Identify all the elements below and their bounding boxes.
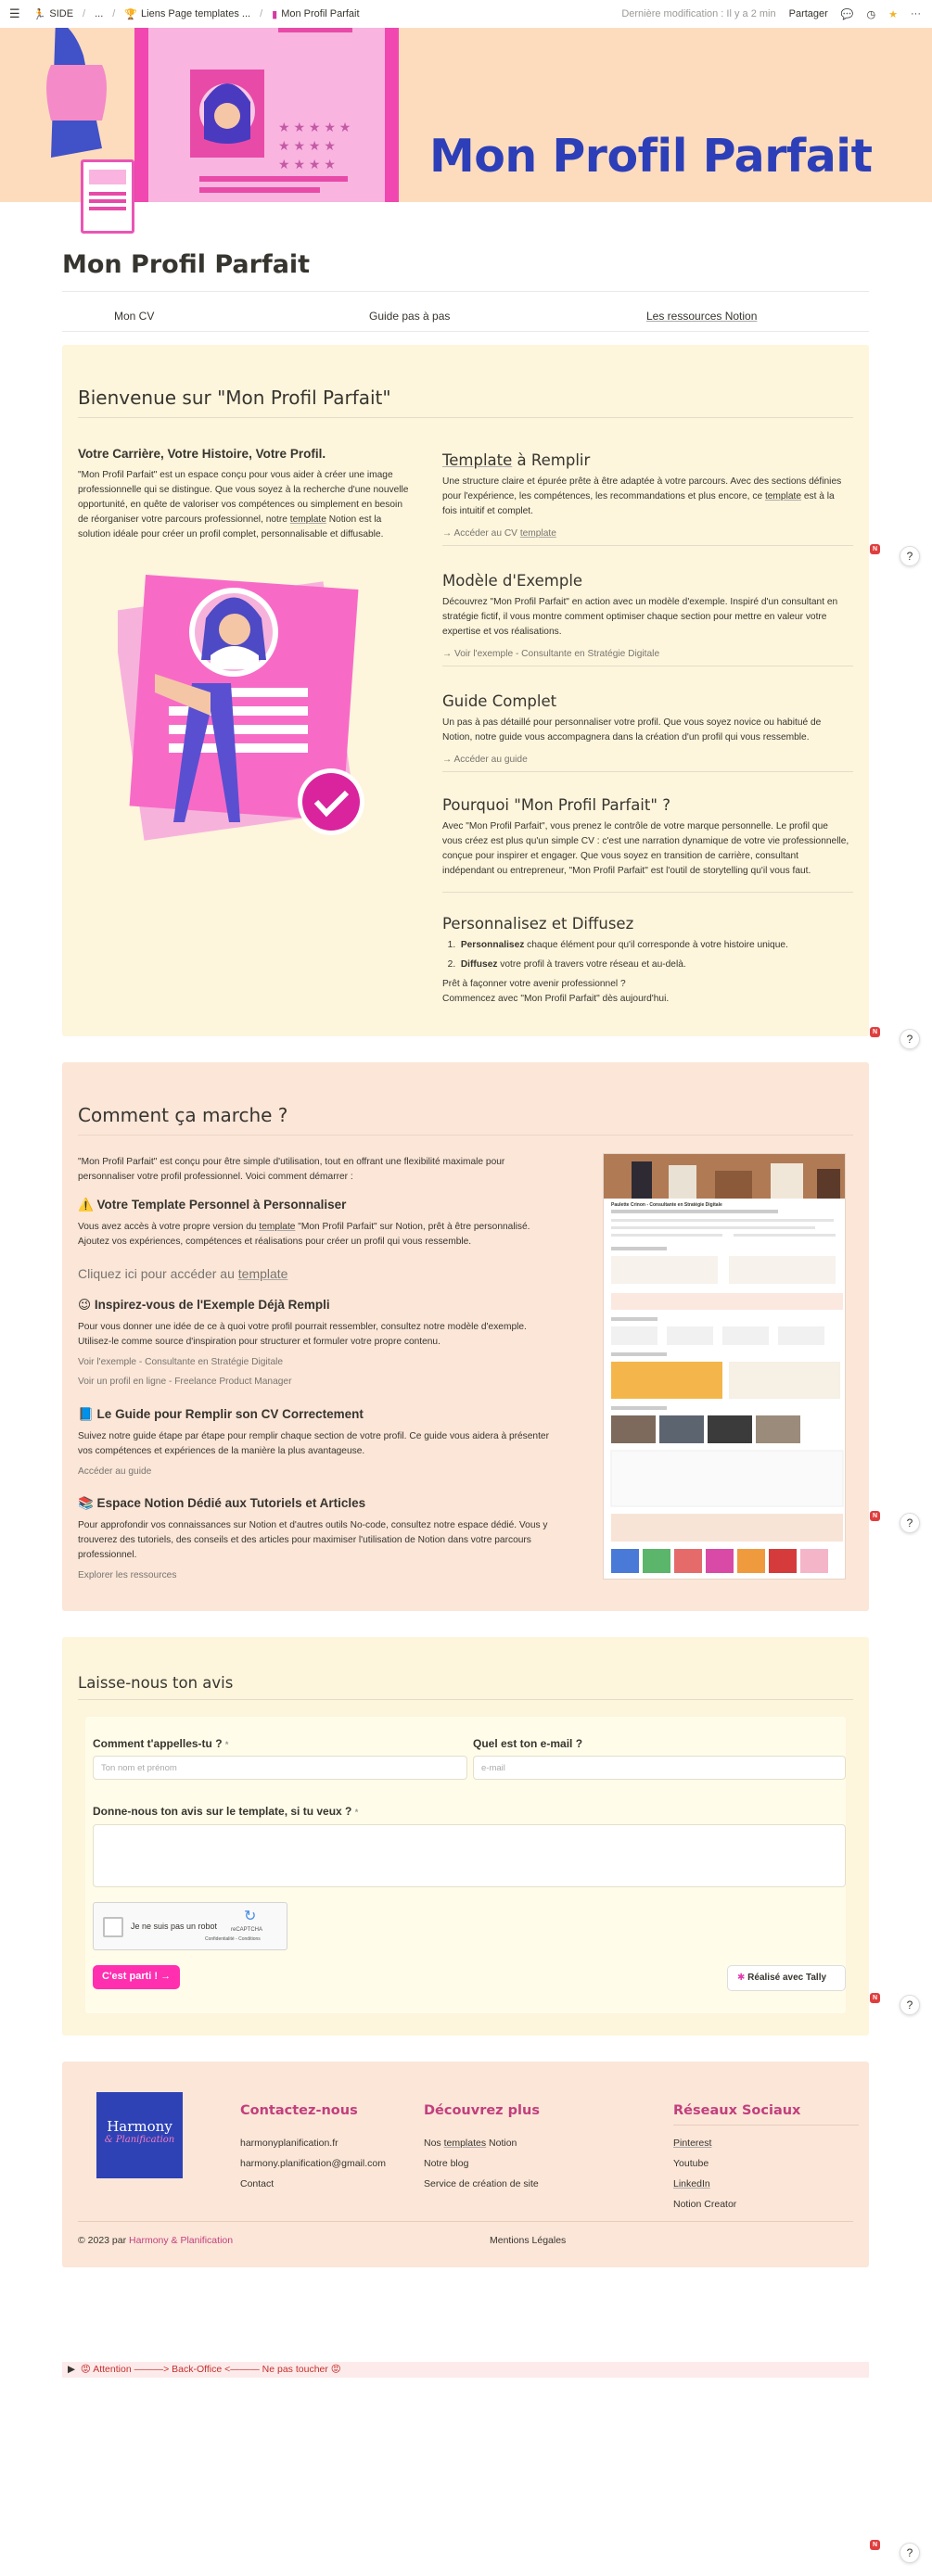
s1-template-link[interactable]: Template: [442, 451, 513, 469]
b3-title: 📘 Le Guide pour Remplir son CV Correctement: [78, 1407, 364, 1421]
s5-li1-text: chaque élément pour qu'il corresponde à votre histoire unique.: [524, 940, 788, 950]
b1-cta-link[interactable]: template: [237, 1266, 288, 1281]
b1-template-link[interactable]: template: [259, 1222, 296, 1232]
page-title: Mon Profil Parfait: [62, 250, 311, 279]
s5-li1-bold: Personnalisez: [460, 940, 525, 950]
footer-templates-link[interactable]: [424, 2138, 517, 2149]
email-label: Quel est ton e-mail ?: [473, 1737, 583, 1750]
footer-social-heading: Réseaux Sociaux: [673, 2103, 801, 2118]
svg-text:★ ★ ★ ★: ★ ★ ★ ★: [278, 157, 336, 171]
s3-paragraph: Un pas à pas détaillé pour personnaliser votre profil. Que vous soyez novice ou habitué de Notion, notre guide vous accompagnera dans la création d'un profil qui vous ressemble.: [442, 717, 822, 742]
footer-notion-creator-link[interactable]: Notion Creator: [673, 2199, 737, 2210]
history-icon[interactable]: ◷: [866, 8, 876, 20]
name-label: Comment t'appelles-tu ? *: [93, 1737, 229, 1750]
notification-badge: N: [870, 544, 880, 554]
s1-title-rest: à Remplir: [512, 451, 591, 469]
more-options-icon[interactable]: ···: [911, 8, 921, 19]
footer-blog-link[interactable]: Notre blog: [424, 2158, 469, 2169]
b1-title: ⚠️ Votre Template Personnel à Personnaliser: [78, 1198, 347, 1212]
footer-logo[interactable]: [96, 2092, 183, 2178]
footer-contact-link[interactable]: Contact: [240, 2178, 274, 2189]
help-icon[interactable]: ?: [900, 546, 920, 566]
menu-icon[interactable]: ☰: [9, 6, 20, 20]
footer-youtube-link[interactable]: Youtube: [673, 2158, 709, 2169]
svg-text:★ ★ ★ ★: ★ ★ ★ ★: [278, 138, 336, 153]
footer-pinterest-link[interactable]: Pinterest: [673, 2138, 712, 2149]
recaptcha-brand: reCAPTCHA: [231, 1927, 263, 1933]
recaptcha-widget: [93, 1902, 287, 1950]
nav-link-ressources[interactable]: Les ressources Notion: [646, 310, 758, 323]
s2-paragraph: Découvrez "Mon Profil Parfait" en action avec un modèle d'exemple. Inspiré d'un consultant en stratégie fictif, il vous montre comment optimiser chaque section pour mettre en valeur votre expertise et vos réalisations.: [442, 597, 838, 637]
back-office-toggle[interactable]: [62, 2362, 869, 2378]
b3-paragraph: Suivez notre guide étape par étape pour remplir chaque section de votre profil. Ce guide vous aidera à présenter vos compétences et expériences de la manière la plus avantageuse.: [78, 1431, 549, 1456]
templates-link[interactable]: templates: [443, 2138, 487, 2149]
breadcrumb-item-side[interactable]: SIDE: [49, 8, 74, 19]
cover-image: [0, 28, 932, 202]
s5-list-item-1: 1. Personnalisez chaque élément pour qu'il corresponde à votre histoire unique.: [442, 940, 788, 950]
arrow-right-icon: →: [160, 1971, 172, 1982]
b1-text-2: "Mon Profil Parfait" sur Notion, prêt à être personnalisé. Ajoutez vos expériences, compétences et réalisations pour créer un profil qui vous ressemble.: [78, 1222, 530, 1247]
b2-online-profile-link[interactable]: Voir un profil en ligne - Freelance Product Manager: [78, 1377, 292, 1387]
help-icon[interactable]: ?: [900, 1029, 920, 1049]
notification-badge: N: [870, 1511, 880, 1521]
s4-title: Pourquoi "Mon Profil Parfait" ?: [442, 796, 670, 814]
tally-form: [85, 1717, 846, 2013]
svg-text:★ ★ ★ ★ ★: ★ ★ ★ ★ ★: [278, 120, 351, 134]
how-intro: "Mon Profil Parfait" est conçu pour être simple d'utilisation, tout en offrant une flexibilité maximale pour personnaliser votre profil professionnel. Voici comment démarrer :: [78, 1157, 505, 1182]
logo-line-2: & Planification: [104, 2135, 175, 2145]
cover-title: Mon Profil Parfait: [429, 130, 873, 183]
page-icon-image[interactable]: [81, 159, 134, 234]
s2-title: Modèle d'Exemple: [442, 572, 583, 590]
b2-example-link[interactable]: Voir l'exemple - Consultante en Stratégie Digitale: [78, 1357, 284, 1367]
name-label-text: Comment t'appelles-tu ?: [93, 1737, 223, 1750]
b1-cta-text[interactable]: Cliquez ici pour accéder au: [78, 1266, 238, 1281]
feedback-heading: Laisse-nous ton avis: [78, 1674, 234, 1692]
submit-label: C'est parti !: [102, 1971, 159, 1982]
s1-text-1: Une structure claire et épurée prête à être adaptée à votre parcours. Avec des sections définies pour l'expérience, les compétences, les recommandations et plus encore, ce: [442, 476, 842, 501]
nav-link-guide[interactable]: Guide pas à pas: [369, 310, 451, 323]
opinion-textarea[interactable]: [93, 1824, 846, 1887]
side-icon: 🏃: [32, 8, 46, 20]
feedback-section: [62, 1637, 869, 2036]
b2-title: 😉 Inspirez-vous de l'Exemple Déjà Rempli: [78, 1298, 330, 1312]
s1-inline-template-link[interactable]: template: [764, 491, 802, 501]
s2-action-link[interactable]: → Voir l'exemple - Consultante en Stratégie Digitale: [442, 649, 660, 659]
breadcrumb-item-templates[interactable]: Liens Page templates ...: [141, 8, 251, 19]
last-edit-text: Dernière modification : Il y a 2 min: [621, 8, 776, 19]
footer-copyright: [78, 2235, 233, 2246]
intro-text-2: Notion est la solution idéale pour créer un profil complet, personnalisable et diffusable.: [78, 514, 384, 539]
b3-guide-link[interactable]: Accéder au guide: [78, 1466, 152, 1477]
help-icon[interactable]: ?: [900, 2543, 920, 2563]
opinion-label: Donne-nous ton avis sur le template, si tu veux ? *: [93, 1805, 359, 1818]
footer-section: [62, 2062, 869, 2267]
cv-preview-title: Paulette Crinon - Consultante en Stratégie Digitale: [611, 1202, 722, 1208]
b4-resources-link[interactable]: Explorer les ressources: [78, 1570, 177, 1580]
b1-cta[interactable]: [78, 1266, 287, 1281]
breadcrumb-item-ellipsis[interactable]: ...: [95, 8, 104, 19]
recaptcha-checkbox[interactable]: [103, 1917, 123, 1937]
s1-paragraph: [442, 475, 850, 519]
s3-title: Guide Complet: [442, 692, 557, 710]
b4-paragraph: Pour approfondir vos connaissances sur Notion et d'autres outils No-code, consultez notre espace dédié. Vous y trouverez des tutoriels, des conseils et des articles pour maximiser l'utilisation de Notion dans votre parcours professionnel.: [78, 1520, 548, 1560]
s5-closing-2: Commencez avec "Mon Profil Parfait" dès aujourd'hui.: [442, 994, 670, 1004]
breadcrumb: 🏃 SIDE / ... / 🏆 Liens Page templates ... / ▮ Mon Profil Parfait: [32, 8, 360, 20]
footer-linkedin-link[interactable]: LinkedIn: [673, 2178, 710, 2189]
notification-badge: N: [870, 1027, 880, 1037]
s1-text-2: est à la fois intuitif et complet.: [442, 491, 835, 516]
copyright-brand-link[interactable]: Harmony & Planification: [129, 2235, 234, 2246]
tally-badge[interactable]: [727, 1965, 846, 1991]
logo-line-1: Harmony: [107, 2118, 172, 2135]
welcome-heading: Bienvenue sur "Mon Profil Parfait": [78, 387, 391, 409]
page-icon: ▮: [272, 8, 278, 20]
intro-title: Votre Carrière, Votre Histoire, Votre Profil.: [78, 447, 326, 461]
copyright-text: © 2023 par: [78, 2235, 130, 2246]
intro-template-link[interactable]: template: [289, 514, 326, 525]
help-icon[interactable]: ?: [900, 1513, 920, 1533]
footer-site-service-link[interactable]: Service de création de site: [424, 2178, 539, 2189]
s1-action[interactable]: [442, 527, 556, 541]
toggle-triangle-icon[interactable]: ▶: [68, 2364, 76, 2375]
recaptcha-label: Je ne suis pas un robot: [131, 1922, 218, 1931]
opinion-label-text: Donne-nous ton avis sur le template, si tu veux ?: [93, 1805, 352, 1818]
s5-list-item-2: 2. Diffusez votre profil à travers votre réseau et au-delà.: [442, 959, 686, 970]
favorite-star-icon[interactable]: ★: [888, 8, 898, 20]
b1-paragraph: [78, 1220, 560, 1250]
submit-button[interactable]: [93, 1965, 180, 1989]
s1-action-text[interactable]: → Accéder au CV: [442, 528, 520, 539]
breadcrumb-item-current[interactable]: Mon Profil Parfait: [281, 8, 360, 19]
recaptcha-logo-icon: ↻: [244, 1909, 257, 1924]
notification-badge: N: [870, 2540, 880, 2550]
s5-li2-bold: Diffusez: [460, 959, 498, 970]
templates-text-pre[interactable]: Nos: [424, 2138, 444, 2149]
trophy-icon: 🏆: [124, 8, 138, 20]
notification-badge: N: [870, 1993, 880, 2003]
s5-title: Personnalisez et Diffusez: [442, 915, 634, 933]
s4-paragraph: Avec "Mon Profil Parfait", vous prenez le contrôle de votre marque personnelle. Le profil que vous créez est plus qu'un simple CV : c'est une narration dynamique de votre vie professionnelle, conçue pour inspirer et engager. Que vous soyez en transition de carrière, consultant indépendant ou entrepreneur, "Mon Profil Parfait" est l'outil de storytelling qu'il vous faut.: [442, 821, 849, 876]
s5-list: [442, 938, 850, 1007]
s5-closing-1: Prêt à façonner votre avenir professionnel ?: [442, 979, 626, 989]
top-bar: [0, 0, 932, 28]
nav-link-mon-cv[interactable]: Mon CV: [114, 310, 155, 323]
comment-icon[interactable]: 💬: [840, 8, 854, 20]
how-section: [62, 1062, 869, 1611]
footer-legal-link[interactable]: Mentions Légales: [490, 2235, 567, 2246]
name-input[interactable]: Ton nom et prénom: [93, 1756, 467, 1780]
footer-discover-heading: Découvrez plus: [424, 2103, 540, 2118]
s1-action-link[interactable]: template: [519, 528, 556, 539]
b4-title: 📚 Espace Notion Dédié aux Tutoriels et Articles: [78, 1496, 366, 1510]
footer-website-link[interactable]: harmonyplanification.fr: [240, 2138, 338, 2149]
recaptcha-links[interactable]: Confidentialité - Conditions: [205, 1936, 261, 1942]
intro-paragraph: [78, 468, 412, 542]
toggle-text: 😡 Attention ———> Back-Office <——— Ne pas toucher 😡: [80, 2364, 341, 2375]
nav-bar: [62, 306, 869, 328]
cv-preview-graphic: [604, 1154, 846, 1580]
b1-text-1: Vous avez accès à votre propre version du: [78, 1222, 260, 1232]
s5-li2-text: votre profil à travers votre réseau et au-delà.: [497, 959, 686, 970]
tally-star-icon: ✱: [737, 1973, 746, 1983]
cv-preview-image[interactable]: [603, 1153, 846, 1580]
email-input[interactable]: e-mail: [473, 1756, 846, 1780]
help-icon[interactable]: ?: [900, 1995, 920, 2015]
footer-contact-heading: Contactez-nous: [240, 2103, 358, 2118]
how-heading: Comment ça marche ?: [78, 1104, 288, 1126]
tally-badge-label: Réalisé avec Tally: [747, 1973, 827, 1983]
share-button[interactable]: Partager: [788, 8, 828, 19]
intro-text-1: "Mon Profil Parfait" est un espace conçu pour vous aider à créer une image professionnelle qui se distingue. Que vous soyez à la recherche d'une nouvelle opportunité, en quête de valoriser vos compétences ou simplement en besoin de réorganiser votre parcours professionnel, notre: [78, 470, 409, 525]
s1-title: [442, 451, 590, 469]
s3-action-link[interactable]: → Accéder au guide: [442, 755, 528, 765]
templates-text-post[interactable]: Notion: [486, 2138, 517, 2149]
profile-illustration: [118, 553, 424, 850]
footer-email-link[interactable]: harmony.planification@gmail.com: [240, 2158, 386, 2169]
b2-paragraph: Pour vous donner une idée de ce à quoi votre profil pourrait ressembler, consultez notre modèle d'exemple. Utilisez-le comme source d'inspiration pour structurer et formuler votre propre contenu.: [78, 1322, 527, 1347]
welcome-section: [62, 345, 869, 1036]
